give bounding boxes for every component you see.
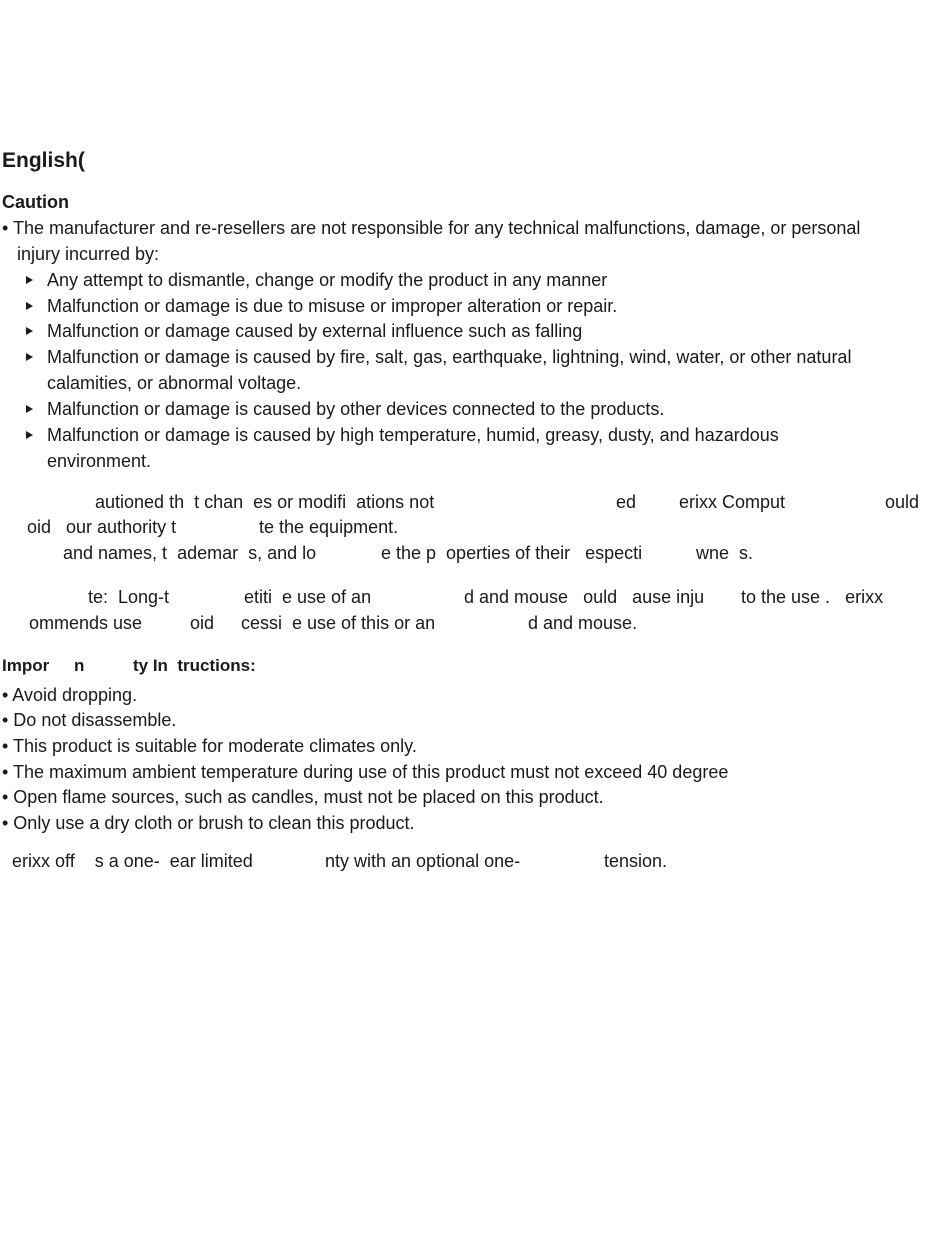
note-fragment: etiti e use of an — [244, 587, 372, 607]
notice-fragment: ould — [885, 492, 920, 512]
bullet-triangle-icon — [26, 353, 33, 361]
caution-item: Malfunction or damage is caused by high temperature, humid, greasy, dusty, and hazardous — [47, 425, 779, 445]
bullet-triangle-icon — [26, 302, 33, 310]
note-fragment: d and mouse. — [528, 613, 638, 633]
safety-item: • This product is suitable for moderate climates only. — [2, 736, 417, 756]
caution-intro-line-2: injury incurred by: — [17, 244, 160, 264]
safety-title-fragment: n — [74, 656, 85, 675]
notice-fragment: and names, t ademar s, and lo — [63, 543, 317, 563]
bullet-triangle-icon — [26, 431, 33, 439]
caution-item: Malfunction or damage caused by external influence such as falling — [47, 321, 583, 341]
notice-fragment: e the p operties of their especti — [381, 543, 643, 563]
notice-fragment: oid our authority t — [27, 517, 177, 537]
note-fragment: te: Long-t — [88, 587, 170, 607]
caution-item: Malfunction or damage is due to misuse or improper alteration or repair. — [47, 296, 618, 316]
warranty-fragment: erixx off s a one- ear limited — [12, 851, 253, 871]
safety-item: • Open flame sources, such as candles, must not be placed on this product. — [2, 787, 604, 807]
safety-item: • The maximum ambient temperature during use of this product must not exceed 40 degree — [2, 762, 729, 782]
warranty-fragment: tension. — [604, 851, 668, 871]
notice-fragment: te the equipment. — [259, 517, 399, 537]
notice-fragment: ed — [616, 492, 637, 512]
caution-item: Malfunction or damage is caused by other devices connected to the products. — [47, 399, 665, 419]
note-fragment: ommends use — [29, 613, 143, 633]
safety-title-fragment: Impor — [2, 656, 50, 675]
caution-item-continued: environment. — [47, 451, 152, 471]
note-fragment: cessi e use of this or an — [241, 613, 436, 633]
caution-item: Malfunction or damage is caused by fire, salt, gas, earthquake, lightning, wind, water, or other natural — [47, 347, 852, 367]
caution-intro-line-1: • The manufacturer and re-resellers are not responsible for any technical malfunctions, damage, or personal — [2, 218, 861, 238]
bullet-triangle-icon — [26, 405, 33, 413]
note-fragment: d and mouse ould ause inju — [464, 587, 705, 607]
caution-title: Caution — [2, 192, 69, 212]
note-fragment: to the use . erixx — [741, 587, 884, 607]
safety-title-fragment: ty In tructions: — [133, 656, 256, 675]
note-fragment: oid — [190, 613, 215, 633]
bullet-triangle-icon — [26, 327, 33, 335]
notice-fragment: autioned th t chan es or modifi ations not — [95, 492, 435, 512]
safety-item: • Do not disassemble. — [2, 710, 177, 730]
caution-item-continued: calamities, or abnormal voltage. — [47, 373, 302, 393]
notice-fragment: wne s. — [696, 543, 754, 563]
safety-item: • Avoid dropping. — [2, 685, 138, 705]
page-heading: English( — [2, 149, 85, 172]
bullet-triangle-icon — [26, 276, 33, 284]
safety-item: • Only use a dry cloth or brush to clean this product. — [2, 813, 415, 833]
notice-fragment: erixx Comput — [679, 492, 786, 512]
caution-item: Any attempt to dismantle, change or modify the product in any manner — [47, 270, 608, 290]
warranty-fragment: nty with an optional one- — [325, 851, 521, 871]
